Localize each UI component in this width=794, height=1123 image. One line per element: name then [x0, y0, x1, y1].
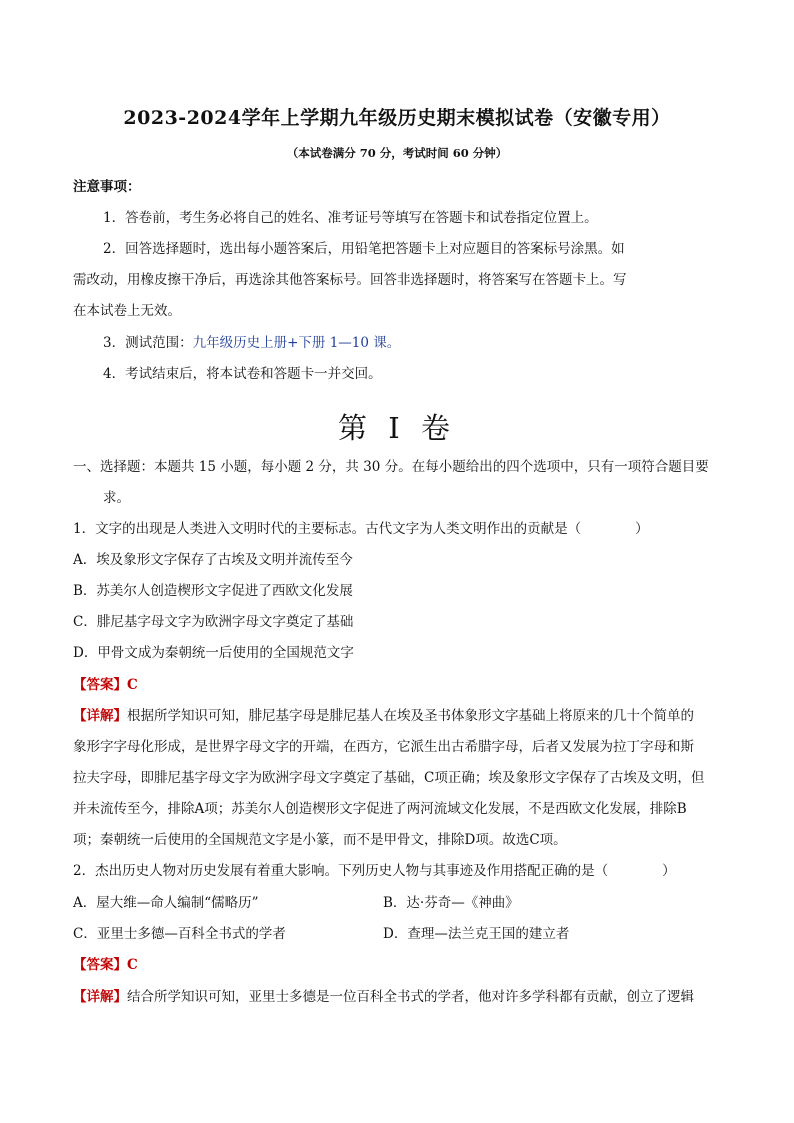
question-2-detail-line-1	[73, 985, 694, 1005]
question-2-stem: 2．杰出历史人物对历史发展有着重大影响。下列历史人物与其事迹及作用搭配正确的是（ ）	[73, 863, 676, 879]
section-instructions-line-1: 一、选择题：本题共 15 小题，每小题 2 分，共 30 分。在每小题给出的四个选项中，只有一项符合题目要	[73, 459, 709, 475]
question-2-option-c: C．亚里士多德—百科全书式的学者	[73, 926, 286, 942]
question-1-detail-line-2: 象形字字母化形成，是世界字母文字的开端，在西方，它派生出古希腊字母，后者又发展为拉丁字母和斯	[73, 739, 694, 755]
question-1-detail-line-4: 并未流传至今，排除A项；苏美尔人创造楔形文字促进了两河流域文化发展，不是西欧文化发展，排除B	[73, 801, 687, 817]
answer-value: C	[127, 677, 138, 693]
question-1-option-a: A．埃及象形文字保存了古埃及文明并流传至今	[73, 552, 353, 568]
notice-item-3-range: 九年级历史上册+下册 1—10 课。	[192, 335, 401, 351]
answer-value: C	[127, 957, 138, 973]
notice-item-3-prefix: 3．测试范围：	[103, 335, 193, 351]
section-instructions-line-2: 求。	[103, 490, 130, 506]
notice-item-2-line-3: 在本试卷上无效。	[73, 303, 181, 319]
question-2-answer	[73, 953, 138, 973]
detail-text: 根据所学知识可知，腓尼基字母是腓尼基人在埃及圣书体象形文字基础上将原来的几十个简单的	[127, 708, 694, 724]
question-2-option-b: B．达·芬奇—《神曲》	[383, 895, 519, 911]
notice-item-4: 4．考试结束后，将本试卷和答题卡一并交回。	[103, 366, 382, 382]
section-title: 第 I 卷	[338, 411, 456, 445]
question-2-option-a: A．屋大维—命人编制“儒略历”	[73, 895, 259, 911]
answer-tag: 【答案】	[73, 677, 127, 693]
question-1-option-b: B．苏美尔人创造楔形文字促进了西欧文化发展	[73, 583, 353, 599]
notice-heading: 注意事项：	[73, 179, 141, 195]
question-1-option-c: C．腓尼基字母文字为欧洲字母文字奠定了基础	[73, 614, 354, 630]
detail-text: 结合所学知识可知，亚里士多德是一位百科全书式的学者，他对许多学科都有贡献，创立了逻辑	[127, 989, 694, 1005]
question-2-option-d: D．查理—法兰克王国的建立者	[383, 926, 570, 942]
question-1-stem: 1．文字的出现是人类进入文明时代的主要标志。古代文字为人类文明作出的贡献是（ ）	[73, 521, 649, 537]
question-1-detail-line-3: 拉夫字母，即腓尼基字母文字为欧洲字母文字奠定了基础，C项正确；埃及象形文字保存了古埃及文明，但	[73, 770, 705, 786]
notice-item-3	[103, 331, 400, 351]
notice-item-2-line-1: 2．回答选择题时，选出每小题答案后，用铅笔把答题卡上对应题目的答案标号涂黑。如	[103, 241, 625, 257]
answer-tag: 【答案】	[73, 957, 127, 973]
page-title: 2023-2024学年上学期九年级历史期末模拟试卷（安徽专用）	[123, 107, 671, 129]
question-1-detail-line-5: 项；秦朝统一后使用的全国规范文字是小篆，而不是甲骨文，排除D项。故选C项。	[73, 832, 567, 848]
question-1-option-d: D．甲骨文成为秦朝统一后使用的全国规范文字	[73, 645, 354, 661]
notice-item-1: 1．答卷前，考生务必将自己的姓名、准考证号等填写在答题卡和试卷指定位置上。	[103, 210, 598, 226]
notice-item-2-line-2: 需改动，用橡皮擦干净后，再选涂其他答案标号。回答非选择题时，将答案写在答题卡上。写	[73, 272, 627, 288]
detail-tag: 【详解】	[73, 989, 127, 1005]
question-1-answer	[73, 673, 138, 693]
page-subtitle: （本试卷满分 70 分，考试时间 60 分钟）	[286, 146, 508, 160]
detail-tag: 【详解】	[73, 708, 127, 724]
question-1-detail-line-1	[73, 704, 694, 724]
